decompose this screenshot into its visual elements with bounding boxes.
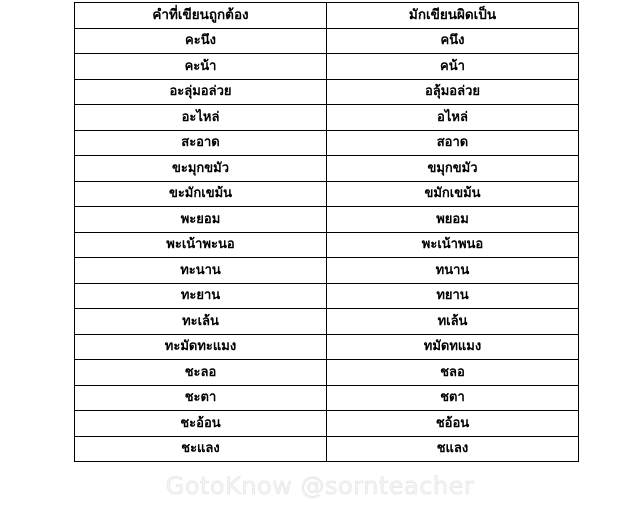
correct-word-cell: ทะเล้น (75, 309, 327, 335)
correct-word-cell: คะน้า (75, 54, 327, 80)
table-body (75, 28, 579, 462)
correct-word-cell: ทะมัดทะแมง (75, 334, 327, 360)
header-row (75, 3, 579, 29)
misspelled-word-cell: ขมุกขมัว (327, 156, 579, 182)
correct-word-cell: อะลุ่มอล่วย (75, 79, 327, 105)
misspelled-word-cell: ชลอ (327, 360, 579, 386)
table-row (75, 181, 579, 207)
misspelled-word-cell: พะเน้าพนอ (327, 232, 579, 258)
correct-word-cell: พะยอม (75, 207, 327, 233)
table-row (75, 411, 579, 437)
table-row (75, 105, 579, 131)
header-correct-spelling: คำที่เขียนถูกต้อง (75, 3, 327, 29)
word-table (74, 2, 579, 462)
misspelled-word-cell: สอาด (327, 130, 579, 156)
table-row (75, 54, 579, 80)
header-common-misspelling: มักเขียนผิดเป็น (327, 3, 579, 29)
table-row (75, 360, 579, 386)
table-row (75, 156, 579, 182)
word-table-container (74, 2, 579, 462)
table-row (75, 28, 579, 54)
correct-word-cell: ชะตา (75, 385, 327, 411)
misspelled-word-cell: ขมักเขม้น (327, 181, 579, 207)
correct-word-cell: ชะแลง (75, 436, 327, 462)
misspelled-word-cell: อไหล่ (327, 105, 579, 131)
misspelled-word-cell: คนึง (327, 28, 579, 54)
misspelled-word-cell: ทเล้น (327, 309, 579, 335)
correct-word-cell: ทะนาน (75, 258, 327, 284)
misspelled-word-cell: พยอม (327, 207, 579, 233)
misspelled-word-cell: ชอ้อน (327, 411, 579, 437)
table-row (75, 436, 579, 462)
table-row (75, 385, 579, 411)
table-row (75, 130, 579, 156)
correct-word-cell: ขะมุกขมัว (75, 156, 327, 182)
misspelled-word-cell: ทนาน (327, 258, 579, 284)
misspelled-word-cell: ชตา (327, 385, 579, 411)
misspelled-word-cell: ชแลง (327, 436, 579, 462)
correct-word-cell: สะอาด (75, 130, 327, 156)
table-row (75, 309, 579, 335)
correct-word-cell: ทะยาน (75, 283, 327, 309)
correct-word-cell: คะนึง (75, 28, 327, 54)
table-row (75, 283, 579, 309)
misspelled-word-cell: คน้า (327, 54, 579, 80)
correct-word-cell: ชะอ้อน (75, 411, 327, 437)
correct-word-cell: ชะลอ (75, 360, 327, 386)
watermark-text: GotoKnow @sornteacher (165, 472, 475, 500)
correct-word-cell: อะไหล่ (75, 105, 327, 131)
correct-word-cell: ขะมักเขม้น (75, 181, 327, 207)
correct-word-cell: พะเน้าพะนอ (75, 232, 327, 258)
misspelled-word-cell: ทยาน (327, 283, 579, 309)
table-row (75, 334, 579, 360)
table-row (75, 79, 579, 105)
misspelled-word-cell: ทมัดทแมง (327, 334, 579, 360)
table-header (75, 3, 579, 29)
table-row (75, 232, 579, 258)
table-row (75, 258, 579, 284)
misspelled-word-cell: อลุ้มอล่วย (327, 79, 579, 105)
table-row (75, 207, 579, 233)
